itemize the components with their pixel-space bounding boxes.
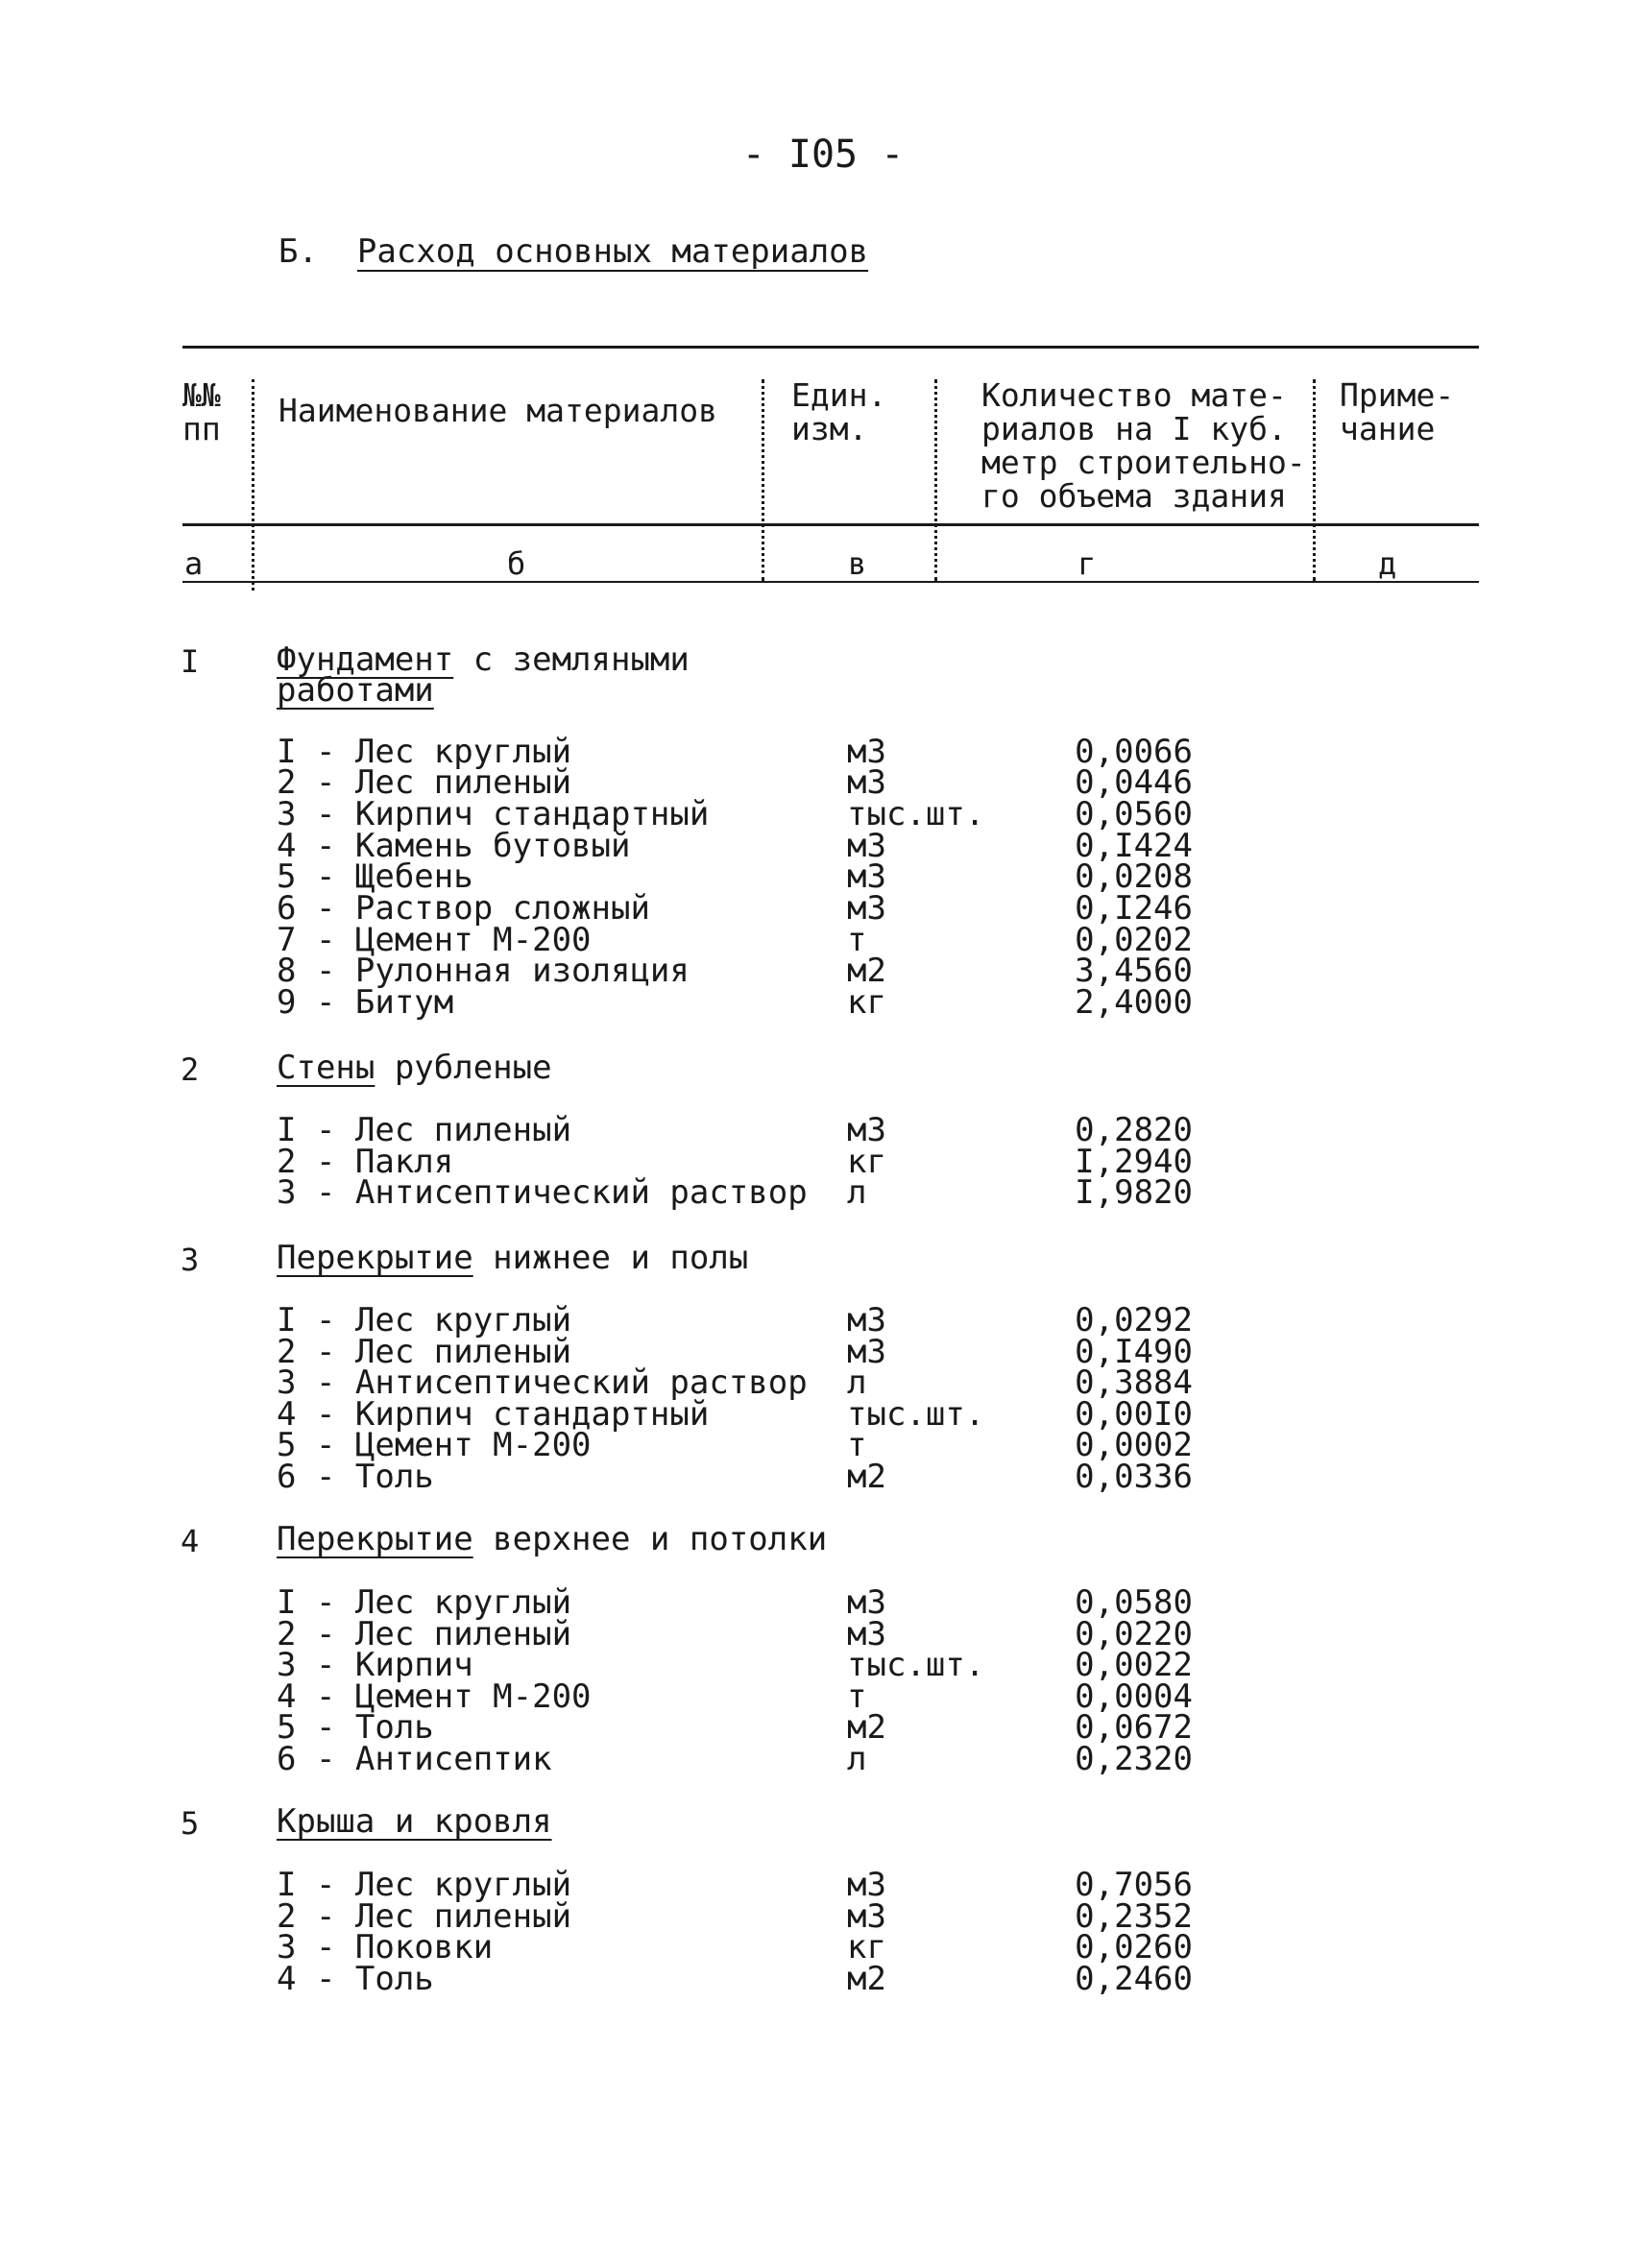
header-num-line: №№ xyxy=(182,376,221,414)
section-heading: Перекрытие нижнее и полы xyxy=(277,1239,749,1277)
item-quantity: 0,2820 xyxy=(1075,1111,1193,1149)
list-item: 2 - Пакля xyxy=(277,1143,454,1181)
item-quantity: 0,0208 xyxy=(1075,857,1193,896)
item-unit: т xyxy=(847,1426,867,1464)
header-num-line: пп xyxy=(182,410,221,447)
header-quantity-line: го объема здания xyxy=(981,477,1287,515)
item-quantity: 0,0580 xyxy=(1075,1583,1193,1622)
item-quantity: 0,I490 xyxy=(1075,1333,1193,1371)
list-item: 5 - Толь xyxy=(277,1708,434,1747)
list-item: 6 - Толь xyxy=(277,1458,434,1496)
column-letter-a: а xyxy=(184,545,204,582)
section-number: 4 xyxy=(181,1523,200,1559)
list-item: 6 - Антисептик xyxy=(277,1740,552,1778)
item-quantity: 0,0260 xyxy=(1075,1928,1193,1966)
list-item: 6 - Раствор сложный xyxy=(277,889,650,928)
item-unit: м2 xyxy=(847,952,886,990)
list-item: 4 - Камень бутовый xyxy=(277,827,631,865)
item-unit: м3 xyxy=(847,827,886,865)
list-item: 4 - Толь xyxy=(277,1960,434,1998)
item-quantity: 0,0202 xyxy=(1075,921,1193,959)
item-quantity: 0,0022 xyxy=(1075,1646,1193,1684)
section-number: I xyxy=(181,643,200,680)
column-divider xyxy=(252,379,254,591)
section-heading-line2: работами xyxy=(277,671,434,710)
item-quantity: 3,4560 xyxy=(1075,952,1193,990)
item-quantity: 0,3884 xyxy=(1075,1363,1193,1402)
section-heading: Перекрытие верхнее и потолки xyxy=(277,1520,828,1558)
list-item: 8 - Рулонная изоляция xyxy=(277,952,690,990)
column-letter-b: б xyxy=(507,545,526,582)
item-quantity: 0,0560 xyxy=(1075,795,1193,833)
item-quantity: 0,0004 xyxy=(1075,1677,1193,1716)
list-item: 3 - Кирпич стандартный xyxy=(277,795,710,833)
item-quantity: I,9820 xyxy=(1075,1173,1193,1212)
list-item: I - Лес круглый xyxy=(277,733,572,771)
header-unit-line: изм. xyxy=(791,410,868,447)
item-unit: л xyxy=(847,1173,867,1212)
header-note-line: Приме- xyxy=(1340,376,1455,414)
item-quantity: 0,I424 xyxy=(1075,827,1193,865)
item-quantity: 0,2352 xyxy=(1075,1897,1193,1936)
item-unit: м3 xyxy=(847,857,886,896)
header-note xyxy=(1340,378,1454,446)
item-unit: м3 xyxy=(847,763,886,802)
list-item: 3 - Антисептический раствор xyxy=(277,1363,808,1402)
column-letter-d: д xyxy=(1378,545,1397,582)
item-unit: м3 xyxy=(847,889,886,928)
list-item: 4 - Кирпич стандартный xyxy=(277,1395,710,1434)
item-unit: тыс.шт. xyxy=(847,1646,985,1684)
item-unit: кг xyxy=(847,983,886,1022)
item-quantity: 0,0672 xyxy=(1075,1708,1193,1747)
header-unit-line: Един. xyxy=(791,376,887,414)
item-unit: тыс.шт. xyxy=(847,795,985,833)
item-unit: т xyxy=(847,921,867,959)
item-quantity: 0,I246 xyxy=(1075,889,1193,928)
list-item: 2 - Лес пиленый xyxy=(277,1333,572,1371)
item-unit: м3 xyxy=(847,1583,886,1622)
item-quantity: 0,0292 xyxy=(1075,1301,1193,1339)
section-number: 5 xyxy=(181,1805,200,1842)
section-title xyxy=(278,232,868,271)
item-quantity: 0,0446 xyxy=(1075,763,1193,802)
column-divider xyxy=(934,379,937,581)
list-item: 4 - Цемент М-200 xyxy=(277,1677,592,1716)
header-quantity-line: риалов на I куб. xyxy=(981,410,1287,447)
list-item: 3 - Поковки xyxy=(277,1928,494,1966)
item-unit: кг xyxy=(847,1928,886,1966)
item-unit: л xyxy=(847,1740,867,1778)
item-quantity: 0,7056 xyxy=(1075,1866,1193,1904)
item-unit: тыс.шт. xyxy=(847,1395,985,1434)
item-unit: м3 xyxy=(847,1615,886,1653)
item-quantity: I,2940 xyxy=(1075,1143,1193,1181)
table-top-rule xyxy=(182,346,1479,349)
list-item: I - Лес круглый xyxy=(277,1301,572,1339)
table-letters-rule xyxy=(182,581,1479,583)
item-quantity: 0,0336 xyxy=(1075,1458,1193,1496)
item-unit: м3 xyxy=(847,1111,886,1149)
column-divider xyxy=(1313,379,1316,581)
item-quantity: 0,0002 xyxy=(1075,1426,1193,1464)
item-unit: м2 xyxy=(847,1960,886,1998)
section-number: 2 xyxy=(181,1051,200,1088)
header-num xyxy=(182,378,221,446)
item-unit: м3 xyxy=(847,1866,886,1904)
section-heading: Стены рубленые xyxy=(277,1049,552,1087)
header-unit xyxy=(791,378,886,446)
column-letter-v: в xyxy=(848,545,867,582)
item-unit: кг xyxy=(847,1143,886,1181)
column-divider xyxy=(762,379,764,581)
item-unit: м3 xyxy=(847,1333,886,1371)
list-item: 2 - Лес пиленый xyxy=(277,763,572,802)
item-unit: м2 xyxy=(847,1458,886,1496)
list-item: 2 - Лес пиленый xyxy=(277,1615,572,1653)
list-item: 7 - Цемент М-200 xyxy=(277,921,592,959)
section-title-text: Расход основных материалов xyxy=(356,232,869,271)
item-quantity: 0,00I0 xyxy=(1075,1395,1193,1434)
header-quantity-line: Количество мате- xyxy=(981,376,1287,414)
item-unit: м2 xyxy=(847,1708,886,1747)
list-item: 2 - Лес пиленый xyxy=(277,1897,572,1936)
item-quantity: 0,0220 xyxy=(1075,1615,1193,1653)
list-item: I - Лес круглый xyxy=(277,1866,572,1904)
item-quantity: 0,2320 xyxy=(1075,1740,1193,1778)
item-unit: м3 xyxy=(847,1301,886,1339)
list-item: 3 - Кирпич xyxy=(277,1646,473,1684)
section-number: 3 xyxy=(181,1242,200,1278)
item-unit: т xyxy=(847,1677,867,1716)
header-quantity-line: метр строительно- xyxy=(981,444,1306,481)
list-item: I - Лес круглый xyxy=(277,1583,572,1622)
header-note-line: чание xyxy=(1340,410,1436,447)
list-item: I - Лес пиленый xyxy=(277,1111,572,1149)
item-quantity: 0,0066 xyxy=(1075,733,1193,771)
list-item: 5 - Щебень xyxy=(277,857,473,896)
table-header-rule xyxy=(182,523,1479,526)
item-unit: м3 xyxy=(847,1897,886,1936)
column-letter-g: г xyxy=(1077,545,1097,582)
section-heading: Фундамент с земляными xyxy=(277,640,690,679)
item-quantity: 2,4000 xyxy=(1075,983,1193,1022)
list-item: 5 - Цемент М-200 xyxy=(277,1426,592,1464)
section-heading: Крыша и кровля xyxy=(277,1802,552,1841)
header-quantity xyxy=(981,378,1306,513)
page-number: - I05 - xyxy=(741,133,905,177)
item-quantity: 0,2460 xyxy=(1075,1960,1193,1998)
item-unit: л xyxy=(847,1363,867,1402)
header-name: Наименование материалов xyxy=(278,392,717,429)
list-item: 3 - Антисептический раствор xyxy=(277,1173,808,1212)
section-title-prefix: Б. xyxy=(278,232,318,271)
list-item: 9 - Битум xyxy=(277,983,454,1022)
item-unit: м3 xyxy=(847,733,886,771)
